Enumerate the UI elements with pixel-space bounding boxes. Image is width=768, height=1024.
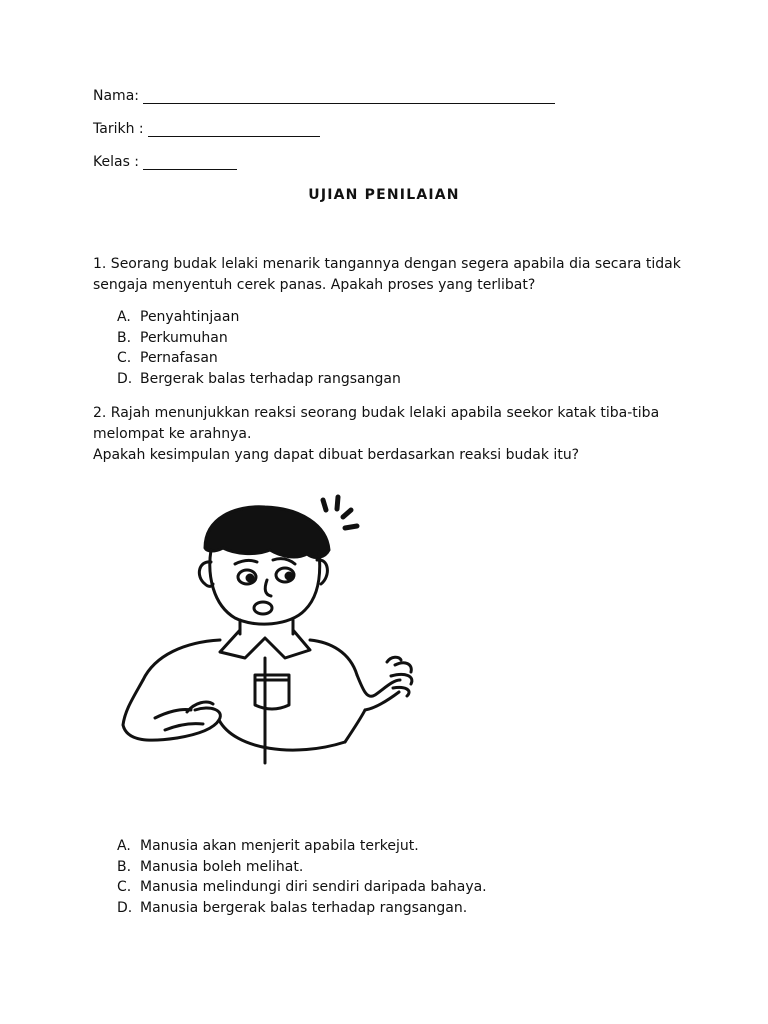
question-1-text: 1. Seorang budak lelaki menarik tangannya dengan segera apabila dia secara tidak sengaja menyentuh cerek panas. Apakah proses yang terlibat?	[93, 256, 681, 293]
question-2-options	[117, 836, 487, 918]
option-2a[interactable]: A. Manusia akan menjerit apabila terkejut.	[117, 838, 419, 854]
question-2-text-2: Apakah kesimpulan yang dapat dibuat berdasarkan reaksi budak itu?	[93, 447, 580, 463]
kelas-blank-line[interactable]	[143, 155, 237, 170]
startled-boy-illustration	[95, 480, 425, 770]
question-2	[93, 403, 683, 466]
kelas-label: Kelas :	[93, 154, 140, 170]
option-1b[interactable]: B. Perkumuhan	[117, 329, 228, 346]
option-2c[interactable]: C. Manusia melindungi diri sendiri daripada bahaya.	[117, 879, 487, 895]
tarikh-blank-line[interactable]	[148, 122, 320, 137]
question-2-text-1: 2. Rajah menunjukkan reaksi seorang budak lelaki apabila seekor katak tiba-tiba melompat ke arahnya.	[93, 405, 660, 442]
kelas-field	[93, 154, 237, 170]
page-title: UJIAN PENILAIAN	[308, 187, 460, 203]
tarikh-field	[93, 121, 320, 137]
question-1	[93, 254, 683, 296]
tarikh-label: Tarikh :	[93, 121, 144, 137]
option-2b[interactable]: B. Manusia boleh melihat.	[117, 858, 304, 875]
option-1a[interactable]: A. Penyahtinjaan	[117, 309, 240, 325]
nama-label: Nama:	[93, 88, 139, 104]
option-1c[interactable]: C. Pernafasan	[117, 350, 218, 366]
nama-field	[93, 88, 555, 104]
nama-blank-line[interactable]	[143, 89, 555, 104]
question-1-options	[117, 307, 401, 389]
option-2d[interactable]: D. Manusia bergerak balas terhadap rangsangan.	[117, 899, 468, 916]
option-1d[interactable]: D. Bergerak balas terhadap rangsangan	[117, 370, 401, 387]
